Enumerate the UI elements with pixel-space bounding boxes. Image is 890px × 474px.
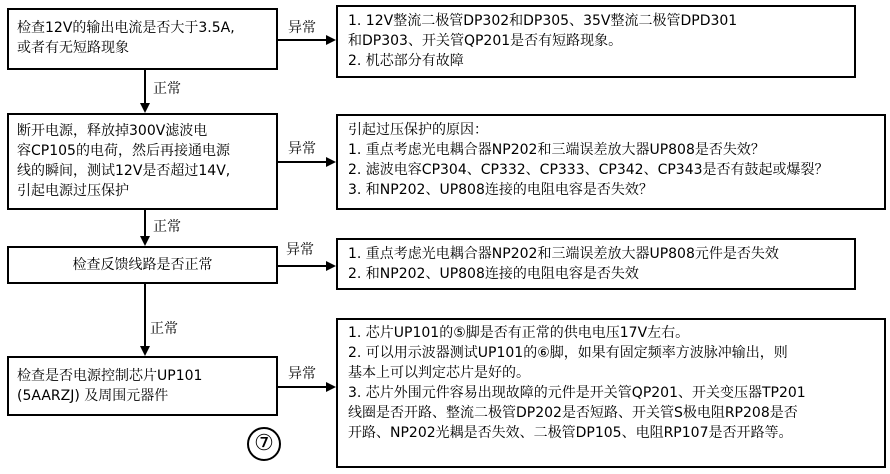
result-text: 2. 滤波电容CP304、CP332、CP333、CP342、CP343是否有鼓起或爆裂？ [348,162,829,178]
result-text: 2. 机芯部分有故障 [348,53,464,69]
check-text: (5AARZJ) 及周围元器件 [17,388,169,404]
abnormal-label: 异常 [288,141,316,157]
check-text: 检查12V的输出电流是否大于3.5A, [17,20,235,36]
check-box-3 [7,246,278,284]
abnormal-connector-4 [278,386,326,388]
arrow-down-icon [140,236,150,246]
abnormal-connector-1 [278,39,326,41]
normal-label: 正常 [153,81,181,97]
arrow-right-icon [326,261,336,271]
result-text: 3. 芯片外围元件容易出现故障的元件是开关管QP201、开关变压器TP201 [348,385,806,401]
check-text: 断开电源，释放掉300V滤波电 [17,123,208,139]
check-text: 容CP105的电荷，然后再接通电源 [17,143,230,159]
arrow-right-icon [326,157,336,167]
result-text: 开路、NP202光耦是否失效、二极管DP105、电阻RP107是否开路等。 [348,425,793,441]
check-text: 检查是否电源控制芯片UP101 [17,368,203,384]
result-text: 1. 芯片UP101的⑤脚是否有正常的供电电压17V左右。 [348,325,690,341]
result-text: 2. 可以用示波器测试UP101的⑥脚，如果有固定频率方波脉冲输出，则 [348,345,788,361]
check-box-2 [7,113,278,210]
page-number: ⑦ [247,427,281,461]
check-text: 线的瞬间，测试12V是否超过14V, [17,163,231,179]
check-box-1 [7,8,278,70]
abnormal-connector-3 [278,265,326,267]
check-text: 或者有无短路现象 [17,40,129,56]
arrow-down-icon [140,346,150,356]
check-box-4 [7,356,278,416]
result-text: 线圈是否开路、整流二极管DP202是否短路、开关管S极电阻RP208是否 [348,405,798,421]
arrow-down-icon [140,103,150,113]
abnormal-label: 异常 [288,20,316,36]
normal-connector-1 [144,70,146,103]
arrow-right-icon [326,382,336,392]
check-text: 引起电源过压保护 [17,183,129,199]
result-text: 2. 和NP202、UP808连接的电阻电容是否失效 [348,266,639,282]
result-text: 3. 和NP202、UP808连接的电阻电容是否失效？ [348,182,653,198]
normal-connector-3 [144,284,146,346]
result-box-1 [336,5,856,78]
result-text: 和DP303、开关管QP201是否有短路现象。 [348,33,623,49]
normal-connector-2 [144,210,146,236]
result-text: 1. 重点考虑光电耦合器NP202和三端误差放大器UP808元件是否失效 [348,246,779,262]
result-text: 基本上可以判定芯片是好的。 [348,365,530,381]
normal-label: 正常 [153,219,181,235]
result-box-4 [336,318,886,468]
check-text: 检查反馈线路是否正常 [72,257,213,273]
result-text: 1. 12V整流二极管DP302和DP305、35V整流二极管DPD301 [348,13,738,29]
abnormal-connector-2 [278,161,326,163]
result-box-3 [336,238,856,290]
result-text: 1. 重点考虑光电耦合器NP202和三端误差放大器UP808是否失效？ [348,142,765,158]
result-box-2 [336,114,886,210]
result-text: 引起过压保护的原因： [348,122,488,138]
normal-label: 正常 [150,321,178,337]
arrow-right-icon [326,35,336,45]
abnormal-label: 异常 [286,242,314,258]
abnormal-label: 异常 [288,366,316,382]
